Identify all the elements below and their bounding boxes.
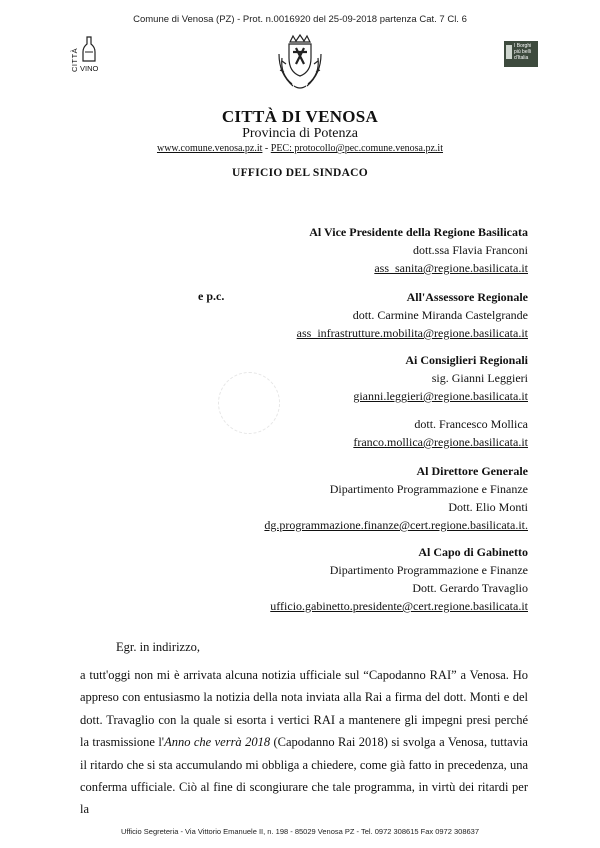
addressee-block (270, 543, 528, 615)
link-separator: - (262, 143, 271, 154)
greeting: Egr. in indirizzo, (116, 640, 201, 654)
faded-stamp (218, 372, 280, 434)
addressee-name: dott. Carmine Miranda Castelgrande (352, 308, 528, 322)
protocol-line: Comune di Venosa (PZ) - Prot. n.0016920 del 25-09-2018 partenza Cat. 7 Cl. 6 (133, 14, 467, 25)
addressee-email[interactable]: ufficio.gabinetto.presidente@cert.regione.basilicata.it (270, 599, 528, 613)
borghi-logo (504, 41, 538, 67)
addressee-block (353, 415, 528, 451)
logo-text: CITTÀ (70, 47, 79, 72)
addressee-email[interactable]: ass_sanita@regione.basilicata.it (374, 261, 528, 275)
province: Provincia di Potenza (242, 126, 358, 141)
addressee-dept: Dipartimento Programmazione e Finanze (329, 482, 528, 496)
addressee-block (264, 462, 528, 534)
borghi-logo-text: I Borghi più belli d'Italia (514, 43, 532, 61)
addressee-email[interactable]: ass_infrastrutture.mobilita@regione.basilicata.it (296, 326, 528, 340)
addressee-role: Al Capo di Gabinetto (418, 545, 528, 559)
addressee-role: Ai Consiglieri Regionali (405, 353, 528, 367)
addressee-role: Al Vice Presidente della Regione Basilicata (309, 225, 528, 239)
footer: Ufficio Segreteria - Via Vittorio Emanuele II, n. 198 - 85029 Venosa PZ - Tel. 0972 308615 Fax 0972 308637 (120, 827, 479, 836)
addressee-block (297, 288, 528, 342)
paragraph-text: a tutt'oggi non mi è arrivata alcuna notizia ufficiale sul “Capodanno RAI” a Venosa. Ho appreso con entusiasmo la notizia della nota inviata alla Rai a firma del dott. Monti e del dott. Travaglio con la quale si esorta i vertici RAI a mantenere gli impegni presi perché la trasmissione l' (80, 668, 528, 750)
addressee-email[interactable]: gianni.leggieri@regione.basilicata.it (353, 389, 528, 403)
addressee-block (309, 223, 528, 277)
addressee-dept: Dipartimento Programmazione e Finanze (329, 563, 528, 577)
citta-del-vino-logo (70, 34, 98, 74)
addressee-name: Dott. Elio Monti (448, 500, 528, 514)
borghi-mark-icon (506, 45, 512, 59)
addressee-role: Al Direttore Generale (416, 464, 528, 478)
pec-link[interactable]: PEC: protocollo@pec.comune.venosa.pz.it (270, 143, 443, 154)
page-title: CITTÀ DI VENOSA (221, 107, 379, 126)
addressee-block (353, 351, 528, 405)
addressee-role: All'Assessore Regionale (406, 290, 528, 304)
addressee-email[interactable]: franco.mollica@regione.basilicata.it (353, 435, 528, 449)
paragraph-text-continued: (Capodanno Rai 2018) si svolga a Venosa, tuttavia il ritardo che si sta accumulando mi obbliga a chiedere, come già fatto in precedenza, una conferma ufficiale. Ciò al fine di scongiurare che tale programma, in virtù dei ritardi per la (80, 735, 528, 817)
epc-label: e p.c. (198, 289, 225, 303)
addressee-name: dott. Francesco Mollica (414, 417, 528, 431)
coat-of-arms-icon (272, 34, 328, 92)
office-heading: UFFICIO DEL SINDACO (231, 167, 369, 179)
logo-subtext: VINO (80, 64, 99, 73)
addressee-name: dott.ssa Flavia Franconi (413, 243, 528, 257)
addressee-name: Dott. Gerardo Travaglio (412, 581, 528, 595)
addressee-name: sig. Gianni Leggieri (431, 371, 528, 385)
letter-paragraph (80, 664, 528, 821)
wine-bottle-icon (82, 36, 96, 62)
addressee-email[interactable]: dg.programmazione.finanze@cert.regione.basilicata.it. (264, 518, 528, 532)
contact-links (0, 143, 600, 154)
website-link[interactable]: www.comune.venosa.pz.it (156, 143, 263, 154)
program-title: Anno che verrà 2018 (164, 735, 271, 750)
